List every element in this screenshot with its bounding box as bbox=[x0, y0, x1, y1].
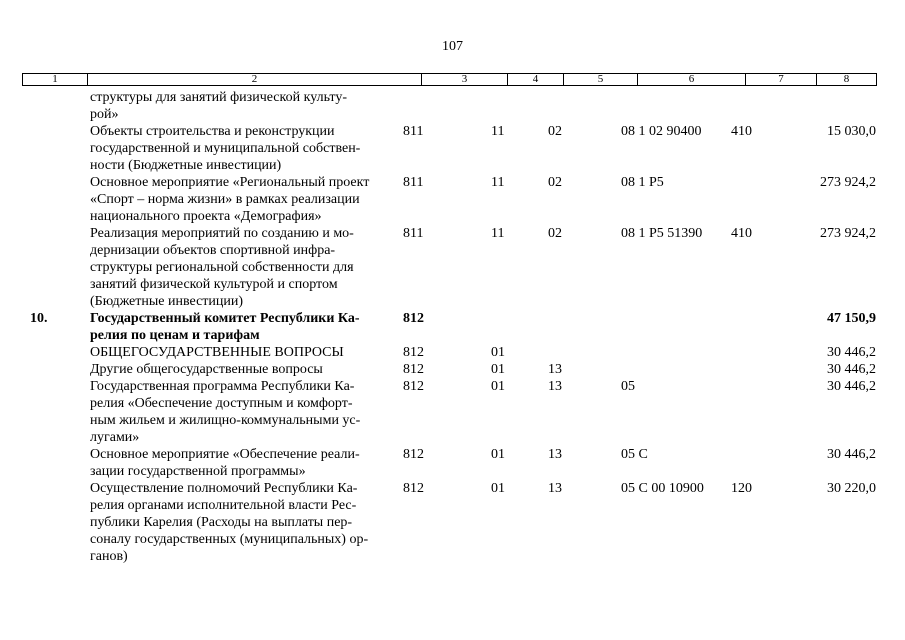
table-row bbox=[0, 344, 905, 361]
target-article-code: 08 1 P5 bbox=[621, 175, 664, 190]
expense-type-code: 120 bbox=[731, 481, 752, 496]
row-description bbox=[90, 225, 390, 310]
column-number: 6 bbox=[637, 74, 745, 85]
table-row bbox=[0, 89, 905, 123]
subsection-code: 13 bbox=[548, 481, 562, 496]
subsection-code: 13 bbox=[548, 447, 562, 462]
amount: 273 924,2 bbox=[820, 175, 876, 190]
section-code: 11 bbox=[491, 124, 505, 139]
description-line: дернизации объектов спортивной инфра- bbox=[90, 243, 336, 258]
description-line: структуры региональной собственности для bbox=[90, 260, 354, 275]
budget-table bbox=[0, 89, 905, 565]
column-number: 3 bbox=[421, 74, 507, 85]
column-number: 5 bbox=[563, 74, 637, 85]
row-number: 10. bbox=[30, 311, 48, 326]
description-line: Основное мероприятие «Обеспечение реали- bbox=[90, 447, 360, 462]
table-row bbox=[0, 174, 905, 225]
table-row bbox=[0, 310, 905, 344]
table-row bbox=[0, 361, 905, 378]
table-row bbox=[0, 480, 905, 565]
target-article-code: 05 С 00 10900 bbox=[621, 481, 704, 496]
description-line: Государственная программа Республики Ка- bbox=[90, 379, 355, 394]
description-line: государственной и муниципальной собствен- bbox=[90, 141, 361, 156]
amount: 47 150,9 bbox=[827, 311, 876, 326]
description-line: национального проекта «Демография» bbox=[90, 209, 322, 224]
section-code: 01 bbox=[491, 345, 505, 360]
table-row bbox=[0, 378, 905, 446]
expense-type-code: 410 bbox=[731, 226, 752, 241]
subsection-code: 13 bbox=[548, 379, 562, 394]
row-description bbox=[90, 123, 390, 174]
row-description bbox=[90, 174, 390, 225]
target-article-code: 05 С bbox=[621, 447, 648, 462]
ministry-code: 811 bbox=[403, 124, 424, 139]
section-code: 11 bbox=[491, 175, 505, 190]
subsection-code: 02 bbox=[548, 124, 562, 139]
description-line: ОБЩЕГОСУДАРСТВЕННЫЕ ВОПРОСЫ bbox=[90, 345, 344, 360]
row-description bbox=[90, 89, 390, 123]
description-line: соналу государственных (муниципальных) ор- bbox=[90, 532, 369, 547]
target-article-code: 05 bbox=[621, 379, 635, 394]
column-number: 1 bbox=[52, 73, 58, 85]
row-description bbox=[90, 361, 390, 378]
page-number: 107 bbox=[442, 39, 463, 54]
ministry-code: 812 bbox=[403, 345, 424, 360]
table-row bbox=[0, 446, 905, 480]
amount: 30 446,2 bbox=[827, 447, 876, 462]
section-code: 01 bbox=[491, 481, 505, 496]
ministry-code: 811 bbox=[403, 175, 424, 190]
description-line: ным жильем и жилищно-коммунальными ус- bbox=[90, 413, 361, 428]
description-line: занятий физической культурой и спортом bbox=[90, 277, 338, 292]
table-row bbox=[0, 225, 905, 310]
description-line: ганов) bbox=[90, 549, 128, 564]
section-code: 01 bbox=[491, 447, 505, 462]
amount: 15 030,0 bbox=[827, 124, 876, 139]
amount: 30 220,0 bbox=[827, 481, 876, 496]
description-line: Осуществление полномочий Республики Ка- bbox=[90, 481, 358, 496]
description-line: Основное мероприятие «Региональный проект bbox=[90, 175, 370, 190]
ministry-code: 811 bbox=[403, 226, 424, 241]
section-code: 11 bbox=[491, 226, 505, 241]
description-line: (Бюджетные инвестиции) bbox=[90, 294, 244, 309]
description-line: «Спорт – норма жизни» в рамках реализации bbox=[90, 192, 360, 207]
row-description bbox=[90, 480, 390, 565]
subsection-code: 13 bbox=[548, 362, 562, 377]
column-number: 7 bbox=[745, 74, 816, 85]
description-line: ности (Бюджетные инвестиции) bbox=[90, 158, 282, 173]
row-description bbox=[90, 446, 390, 480]
row-description bbox=[90, 344, 390, 361]
amount: 30 446,2 bbox=[827, 345, 876, 360]
amount: 30 446,2 bbox=[827, 379, 876, 394]
ministry-code: 812 bbox=[403, 362, 424, 377]
description-line: зации государственной программы» bbox=[90, 464, 306, 479]
description-line: релия органами исполнительной власти Рес- bbox=[90, 498, 357, 513]
column-number: 2 bbox=[87, 74, 421, 85]
row-description bbox=[90, 310, 390, 344]
description-line: лугами» bbox=[90, 430, 140, 445]
table-row bbox=[0, 123, 905, 174]
column-number: 4 bbox=[507, 74, 563, 85]
ministry-code: 812 bbox=[403, 447, 424, 462]
target-article-code: 08 1 P5 51390 bbox=[621, 226, 703, 241]
subsection-code: 02 bbox=[548, 226, 562, 241]
amount: 273 924,2 bbox=[820, 226, 876, 241]
description-line: рой» bbox=[90, 107, 119, 122]
ministry-code: 812 bbox=[403, 379, 424, 394]
description-line: публики Карелия (Расходы на выплаты пер- bbox=[90, 515, 353, 530]
amount: 30 446,2 bbox=[827, 362, 876, 377]
description-line: релия «Обеспечение доступным и комфорт- bbox=[90, 396, 353, 411]
ministry-code: 812 bbox=[403, 481, 424, 496]
ministry-code: 812 bbox=[403, 311, 424, 326]
description-line: Реализация мероприятий по созданию и мо- bbox=[90, 226, 354, 241]
expense-type-code: 410 bbox=[731, 124, 752, 139]
target-article-code: 08 1 02 90400 bbox=[621, 124, 702, 139]
subsection-code: 02 bbox=[548, 175, 562, 190]
description-line: Другие общегосударственные вопросы bbox=[90, 362, 323, 377]
description-line: Государственный комитет Республики Ка- bbox=[90, 311, 360, 326]
description-line: релия по ценам и тарифам bbox=[90, 328, 260, 343]
section-code: 01 bbox=[491, 379, 505, 394]
description-line: Объекты строительства и реконструкции bbox=[90, 124, 335, 139]
row-description bbox=[90, 378, 390, 446]
column-number-header bbox=[22, 73, 877, 86]
column-number: 8 bbox=[816, 74, 876, 85]
section-code: 01 bbox=[491, 362, 505, 377]
description-line: структуры для занятий физической культу- bbox=[90, 90, 348, 105]
